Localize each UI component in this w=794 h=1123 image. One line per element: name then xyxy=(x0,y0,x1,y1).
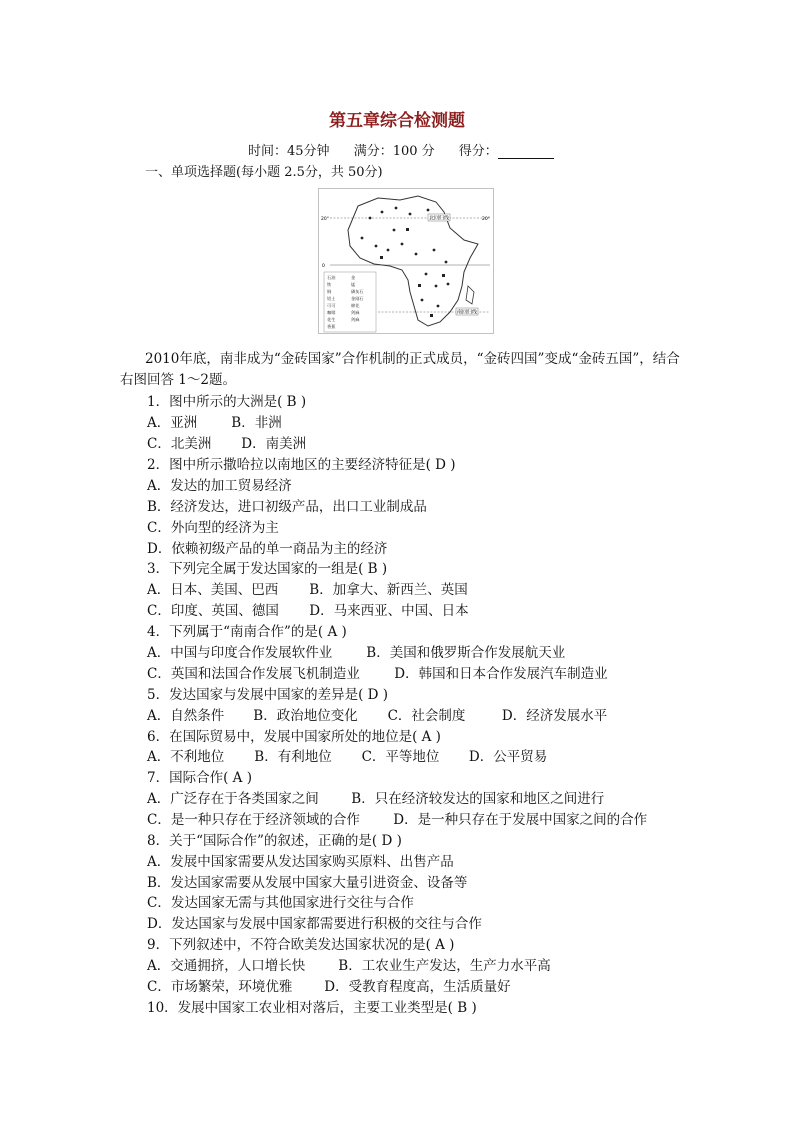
legend-item: 石油 xyxy=(327,275,336,280)
option-c: C．平等地位 xyxy=(361,749,440,765)
option-a: A．日本、美国、巴西 xyxy=(147,582,279,598)
question-10: 10．发展中国家工农业相对落后，主要工业类型是( B ) xyxy=(147,1000,477,1016)
option-b: B．加拿大、新西兰、英国 xyxy=(309,582,468,598)
time-limit: 时间：45分钟 xyxy=(248,144,330,159)
options-row xyxy=(147,578,468,598)
options-row xyxy=(147,704,607,724)
option-a: A．亚洲 xyxy=(147,415,198,431)
legend-item: 金刚石 xyxy=(351,296,364,301)
option-c: C．北美洲 xyxy=(147,436,212,452)
legend-item: 铁 xyxy=(327,282,332,287)
option-a: A．广泛存在于各类国家之间 xyxy=(147,791,319,807)
option-d: D．是一种只存在于发展中国家之间的合作 xyxy=(393,812,648,828)
lat-20n: 20° xyxy=(321,217,329,222)
tropic-north-label: 北回归线 xyxy=(428,215,450,222)
question-3: 3．下列完全属于发达国家的一组是( B ) xyxy=(147,561,388,577)
option-a: A．不利地位 xyxy=(147,749,225,765)
option-b: B．发达国家需要从发展中国家大量引进资金、设备等 xyxy=(147,875,468,891)
option-d: D．韩国和日本合作发展汽车制造业 xyxy=(394,666,608,682)
options-row xyxy=(147,641,565,661)
option-d: D．公平贸易 xyxy=(468,749,548,765)
options-row xyxy=(147,975,511,995)
option-a: A．发展中国家需要从发达国家购买原料、出售产品 xyxy=(147,854,454,870)
options-row xyxy=(147,954,551,974)
question-6: 6．在国际贸易中，发展中国家所处的地位是( A ) xyxy=(147,729,441,745)
page-title: 第五章综合检测题 xyxy=(329,111,465,131)
legend-item: 花生 xyxy=(327,317,336,322)
legend-item: 铜 xyxy=(327,289,332,294)
lat-20-right: 20° xyxy=(482,217,490,222)
question-2: 2．图中所示撒哈拉以南地区的主要经济特征是( D ) xyxy=(147,457,456,473)
option-b: B．经济发达，进口初级产品，出口工业制成品 xyxy=(147,499,427,515)
africa-map xyxy=(318,188,494,334)
option-b: B．有利地位 xyxy=(254,749,332,765)
option-a: A．中国与印度合作发展软件业 xyxy=(147,645,333,661)
option-c: C．印度、英国、德国 xyxy=(147,603,279,619)
legend-item: 咖啡 xyxy=(327,310,336,315)
options-row xyxy=(147,662,608,682)
options-row xyxy=(147,808,647,828)
reading-intro: 2010年底，南非成为“金砖国家”合作机制的正式成员，“金砖四国”变成“金砖五国”，结合右图回答 1～2题。 xyxy=(120,351,680,388)
exam-meta xyxy=(248,140,574,159)
lat-0: 0 xyxy=(322,264,325,269)
option-d: D．经济发展水平 xyxy=(501,708,608,724)
map-legend xyxy=(324,272,376,332)
score-blank xyxy=(498,146,554,159)
option-c: C．英国和法国合作发展飞机制造业 xyxy=(147,666,360,682)
option-b: B．美国和俄罗斯合作发展航天业 xyxy=(366,645,566,661)
option-d: D．马来西亚、中国、日本 xyxy=(309,603,469,619)
option-d: D．南美洲 xyxy=(241,436,307,452)
legend-item: 剑麻 xyxy=(351,310,360,315)
option-b: B．非洲 xyxy=(231,415,282,431)
option-b: B．工农业生产发达，生产力水平高 xyxy=(338,958,551,974)
legend-item: 棉花 xyxy=(351,303,360,308)
option-c: C．市场繁荣，环境优雅 xyxy=(147,979,293,995)
option-a: A．自然条件 xyxy=(147,708,225,724)
option-c: C．发达国家无需与其他国家进行交往与合作 xyxy=(147,895,414,911)
legend-item: 香蕉 xyxy=(327,324,336,329)
question-8: 8．关于“国际合作”的叙述，正确的是( D ) xyxy=(147,833,402,849)
options-row xyxy=(147,787,604,807)
option-a: A．发达的加工贸易经济 xyxy=(147,478,292,494)
option-b: B．政治地位变化 xyxy=(253,708,358,724)
full-score: 满分：100 分 xyxy=(353,144,435,159)
option-a: A．交通拥挤，人口增长快 xyxy=(147,958,306,974)
option-c: C．外向型的经济为主 xyxy=(147,520,279,536)
legend-item: 金 xyxy=(351,275,356,280)
legend-item: 铝土 xyxy=(327,296,336,301)
option-d: D．依赖初级产品的单一商品为主的经济 xyxy=(147,541,388,557)
option-d: D．受教育程度高，生活质量好 xyxy=(324,979,511,995)
options-row xyxy=(147,599,469,619)
option-d: D．发达国家与发展中国家都需要进行积极的交往与合作 xyxy=(147,916,482,932)
score-label: 得分： xyxy=(458,144,498,159)
question-4: 4．下列属于“南南合作”的是( A ) xyxy=(147,624,347,640)
option-c: C．社会制度 xyxy=(387,708,466,724)
option-b: B．只在经济较发达的国家和地区之间进行 xyxy=(351,791,605,807)
question-5: 5．发达国家与发展中国家的差异是( D ) xyxy=(147,687,389,703)
tropic-south-label: 南回归线 xyxy=(456,309,478,316)
options-row xyxy=(147,411,282,431)
legend-item: 剑麻 xyxy=(351,317,360,322)
option-c: C．是一种只存在于经济领域的合作 xyxy=(147,812,360,828)
options-row xyxy=(147,432,306,452)
options-row xyxy=(147,745,547,765)
legend-item: 磷灰石 xyxy=(351,289,364,294)
question-7: 7．国际合作( A ) xyxy=(147,770,252,786)
legend-item: 锰 xyxy=(351,282,356,287)
question-9: 9．下列叙述中，不符合欧美发达国家状况的是( A ) xyxy=(147,937,455,953)
legend-item: 可可 xyxy=(327,303,336,308)
section-heading: 一、单项选择题(每小题 2.5分，共 50分) xyxy=(145,165,383,180)
question-1: 1．图中所示的大洲是( B ) xyxy=(147,394,307,410)
